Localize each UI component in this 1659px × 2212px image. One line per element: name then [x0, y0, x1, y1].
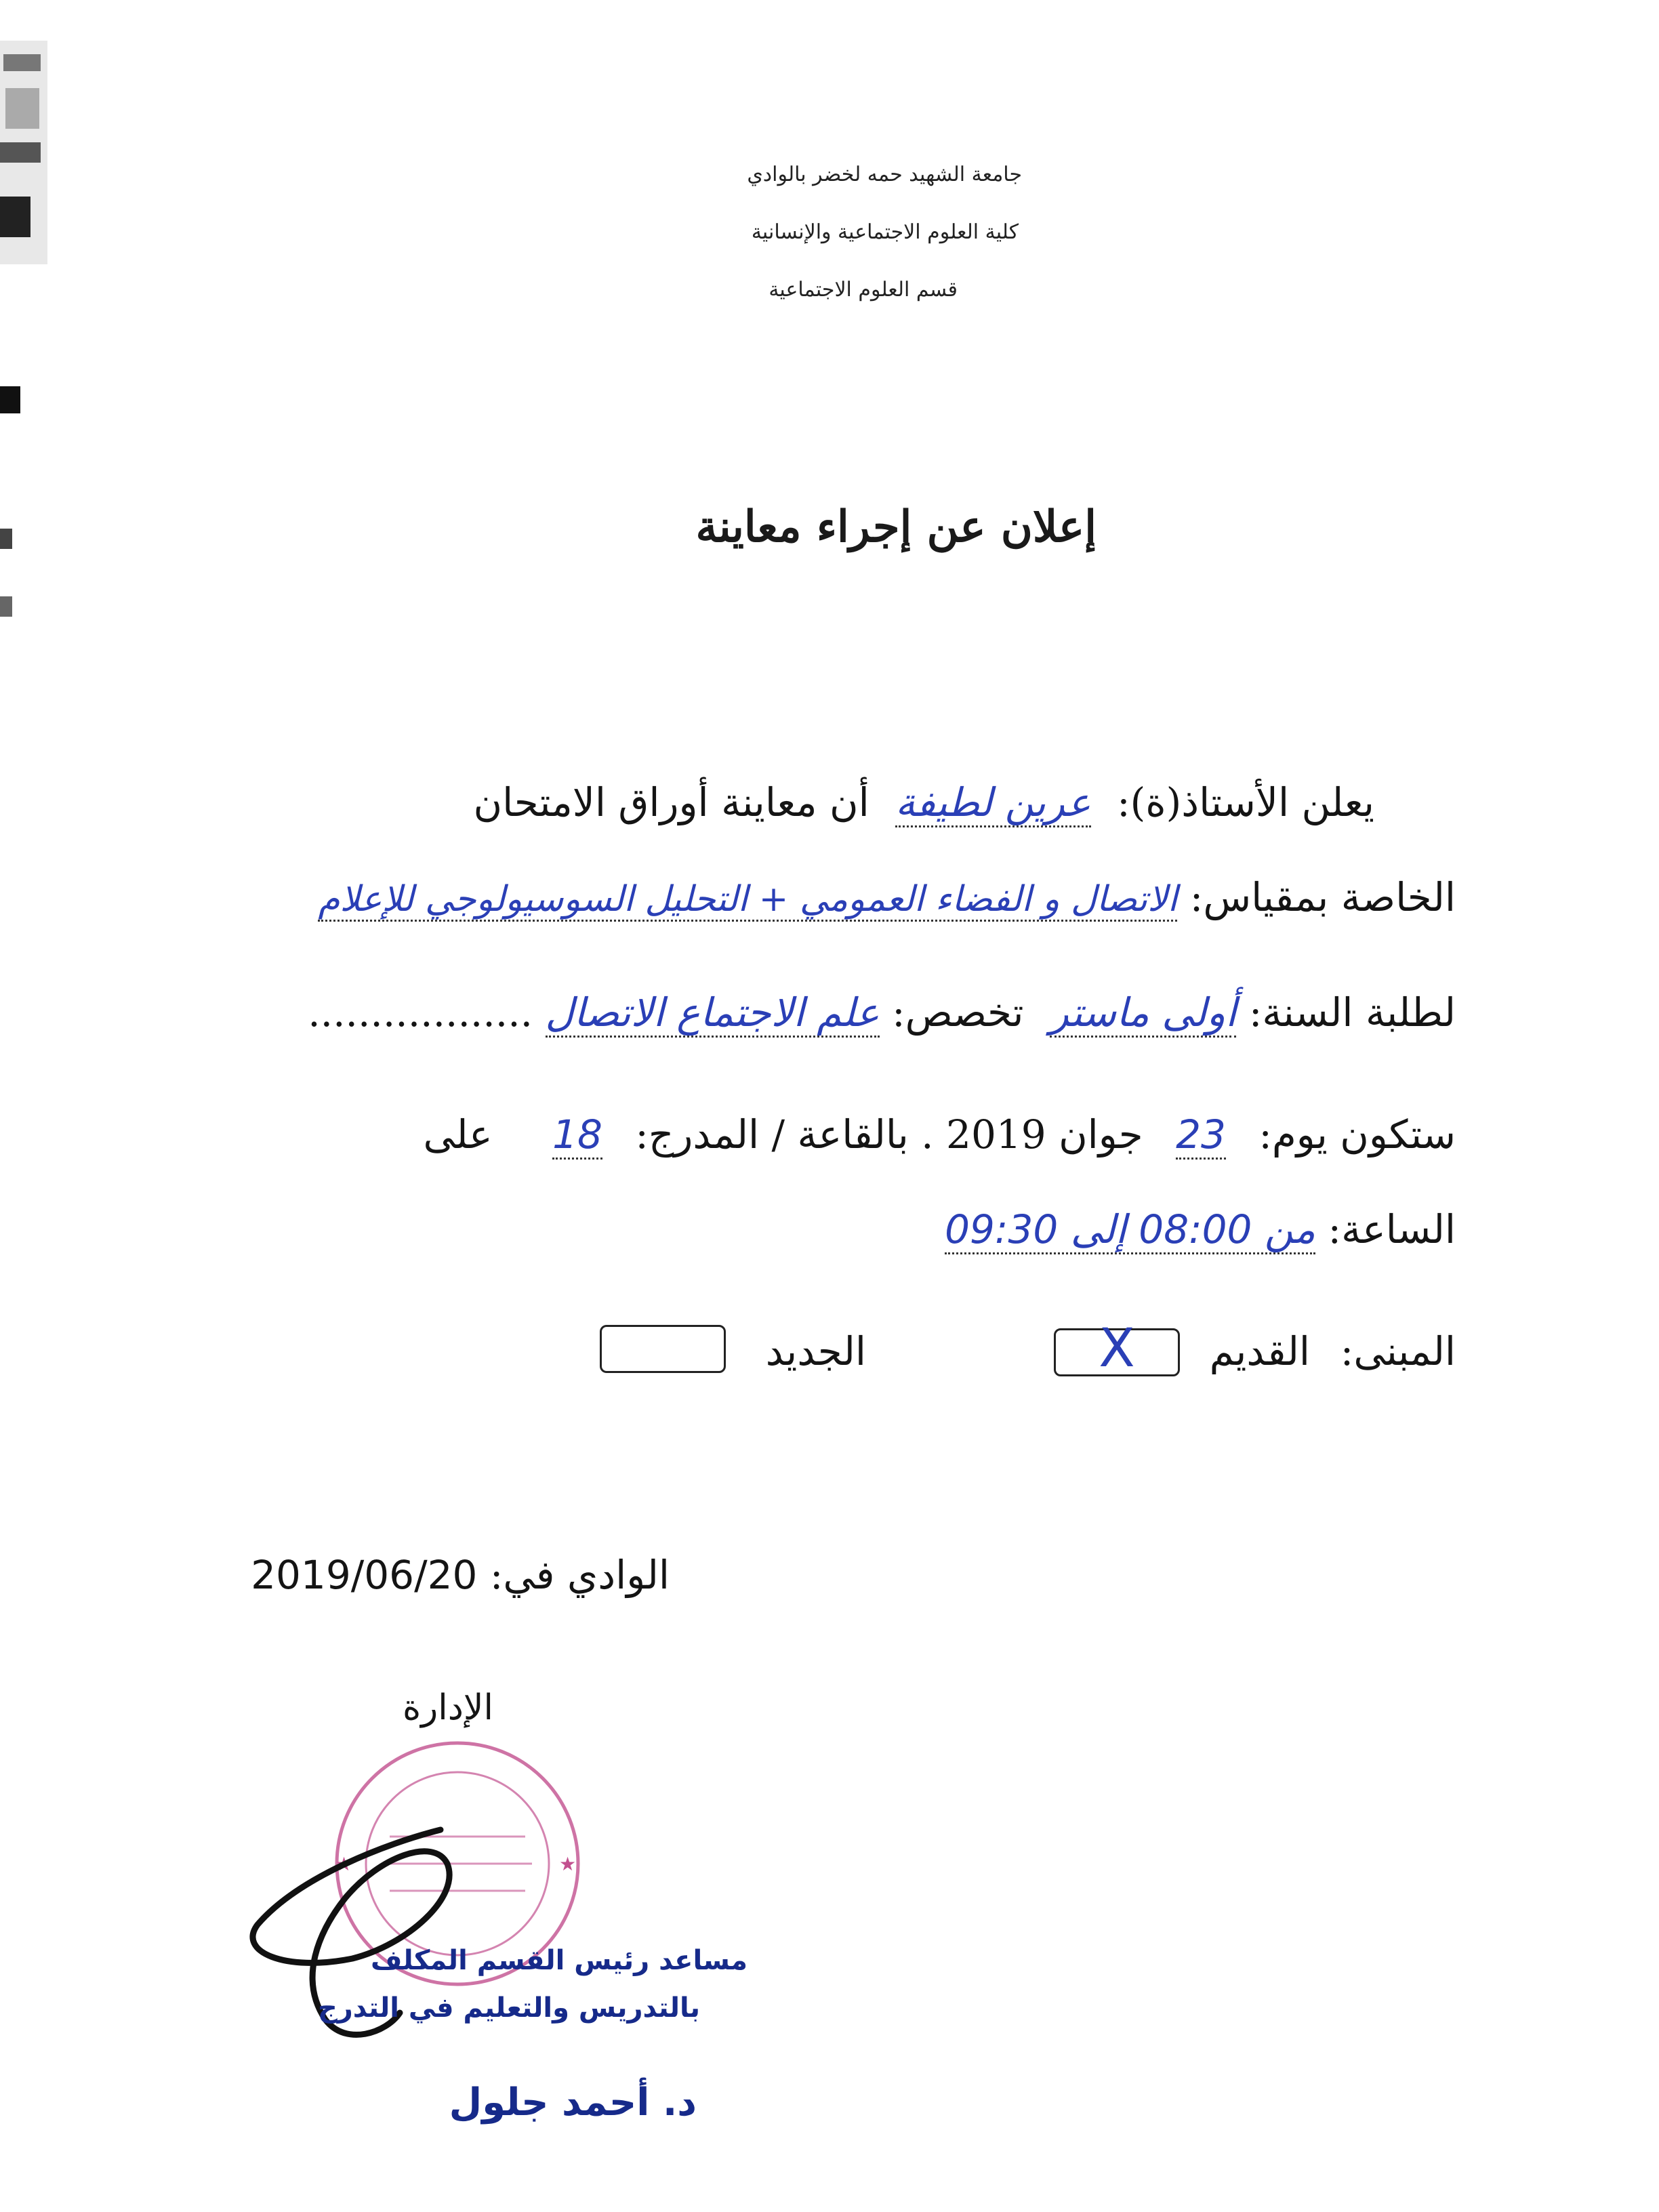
building-old-label: القديم	[1209, 1328, 1310, 1374]
issue-date: 2019/06/20	[251, 1552, 478, 1598]
room-value: 18	[552, 1111, 602, 1160]
exam-review-text: أن معاينة أوراق الامتحان	[473, 779, 869, 825]
building-old-mark: X	[1099, 1318, 1135, 1379]
signatory-title-line1: مساعد رئيس القسم المكلف	[371, 1945, 747, 1976]
year-value: أولى ماستر	[1050, 989, 1236, 1038]
building-label: المبنى:	[1340, 1328, 1456, 1374]
date-room-line	[202, 1111, 1456, 1158]
specialty-dots: ..................	[308, 989, 533, 1036]
time-label: الساعة:	[1328, 1206, 1456, 1252]
building-new-label: الجديد	[765, 1328, 866, 1374]
day-label: ستكون يوم:	[1258, 1111, 1456, 1158]
professor-line	[222, 779, 1374, 825]
faculty-name: كلية العلوم الاجتماعية والإنسانية	[751, 220, 1019, 244]
administration-label: الإدارة	[402, 1687, 493, 1728]
subject-value: الاتصال و الفضاء العمومي + التحليل السوسيولوجي للإعلام	[318, 879, 1177, 922]
on-label: على	[423, 1111, 493, 1158]
building-old-checkbox	[1054, 1318, 1180, 1379]
department-name: قسم العلوم الاجتماعية	[769, 278, 958, 302]
day-value: 23	[1176, 1111, 1226, 1160]
signatory-title-line2: بالتدريس والتعليم في التدرج	[317, 1992, 700, 2024]
subject-label: الخاصة بمقياس:	[1189, 874, 1456, 920]
year-label: لطلبة السنة:	[1248, 989, 1456, 1036]
year-specialty-line	[202, 989, 1456, 1036]
time-line	[710, 1206, 1456, 1252]
signatory-name: د. أحمد جلول	[449, 2081, 697, 2125]
professor-name: عرين لطيفة	[895, 779, 1091, 827]
svg-text:★: ★	[335, 1853, 353, 1875]
building-new-checkbox	[600, 1325, 726, 1373]
month-room-label: جوان 2019 . بالقاعة / المدرج:	[635, 1111, 1143, 1158]
scanned-edge-fragment	[0, 0, 61, 2212]
place-date	[251, 1552, 670, 1598]
svg-text:★: ★	[559, 1853, 577, 1875]
handwritten-signature	[244, 1816, 515, 2060]
professor-label: يعلن الأستاذ(ة):	[1117, 779, 1374, 825]
page-title: إعلان عن إجراء معاينة	[695, 501, 1097, 552]
specialty-label: تخصص:	[892, 989, 1024, 1036]
subject-line	[0, 874, 1456, 920]
time-value: من 08:00 إلى 09:30	[945, 1206, 1315, 1254]
university-name: جامعة الشهيد حمه لخضر بالوادي	[747, 163, 1022, 186]
specialty-value: علم الاجتماع الاتصال	[546, 989, 880, 1038]
place-label: الوادي في:	[489, 1552, 670, 1598]
